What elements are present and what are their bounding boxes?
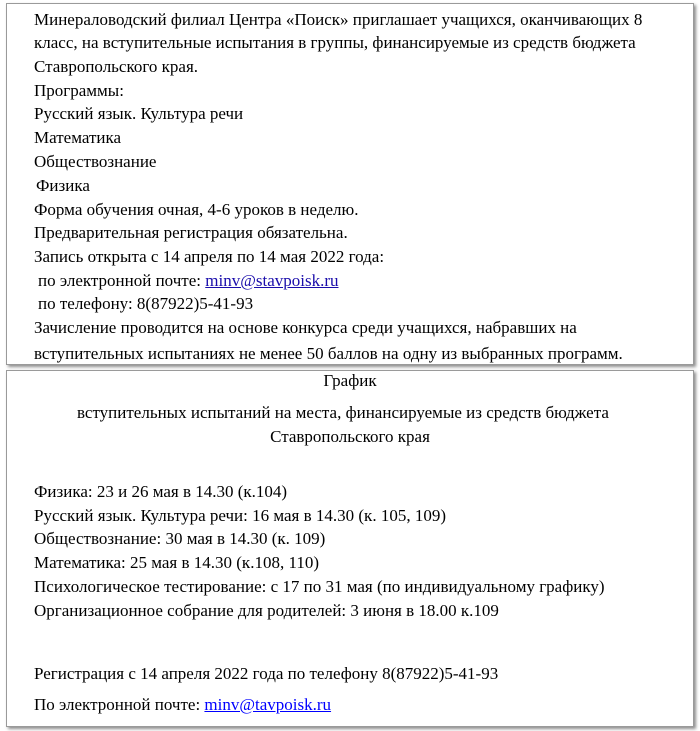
email-contact bbox=[38, 271, 339, 291]
program-item: Обществознание bbox=[34, 152, 157, 171]
program-item: Физика bbox=[36, 176, 90, 195]
schedule-item: Организационное собрание для родителей: 3 июня в 18.00 к.109 bbox=[34, 601, 499, 620]
email-link[interactable]: minv@stavpoisk.ru bbox=[205, 271, 339, 290]
enrollment-period: Запись открыта с 14 апреля по 14 мая 2022 года: bbox=[34, 247, 385, 266]
schedule-subtitle: Ставропольского края bbox=[270, 427, 430, 446]
intro-line: Ставропольского края. bbox=[34, 57, 199, 76]
schedule-item: Физика: 23 и 26 мая в 14.30 (к.104) bbox=[34, 482, 288, 501]
program-item: Математика bbox=[34, 128, 122, 147]
schedule-item: Математика: 25 мая в 14.30 (к.108, 110) bbox=[34, 553, 319, 572]
admission-line: Зачисление проводится на основе конкурса среди учащихся, набравших на bbox=[34, 318, 577, 337]
form-of-study: Форма обучения очная, 4-6 уроков в неделю. bbox=[34, 200, 359, 219]
phone-contact: по телефону: 8(87922)5-41-93 bbox=[38, 294, 254, 313]
schedule-subtitle: вступительных испытаний на места, финансируемые из средств бюджета bbox=[77, 403, 609, 422]
schedule-title: График bbox=[323, 371, 377, 390]
admission-line: вступительных испытаниях не менее 50 баллов на одну из выбранных программ. bbox=[34, 344, 623, 363]
intro-line: Минераловодский филиал Центра «Поиск» приглашает учащихся, оканчивающих 8 bbox=[34, 10, 643, 29]
schedule-email-contact bbox=[34, 695, 331, 715]
announcement-panel bbox=[6, 3, 694, 365]
schedule-panel bbox=[6, 370, 694, 727]
email-prefix: по электронной почте: bbox=[38, 271, 201, 290]
email-link[interactable]: minv@tavpoisk.ru bbox=[204, 695, 332, 714]
programs-heading: Программы: bbox=[34, 81, 124, 100]
schedule-item: Психологическое тестирование: с 17 по 31 мая (по индивидуальному графику) bbox=[34, 577, 605, 596]
program-item: Русский язык. Культура речи bbox=[34, 104, 244, 123]
schedule-item: Обществознание: 30 мая в 14.30 (к. 109) bbox=[34, 529, 326, 548]
email-prefix: По электронной почте: bbox=[34, 695, 201, 714]
intro-line: класс, на вступительные испытания в группы, финансируемые из средств бюджета bbox=[34, 33, 636, 52]
schedule-item: Русский язык. Культура речи: 16 мая в 14.30 (к. 105, 109) bbox=[34, 506, 446, 525]
preregistration-note: Предварительная регистрация обязательна. bbox=[34, 223, 348, 242]
registration-info: Регистрация с 14 апреля 2022 года по телефону 8(87922)5-41-93 bbox=[34, 664, 499, 683]
